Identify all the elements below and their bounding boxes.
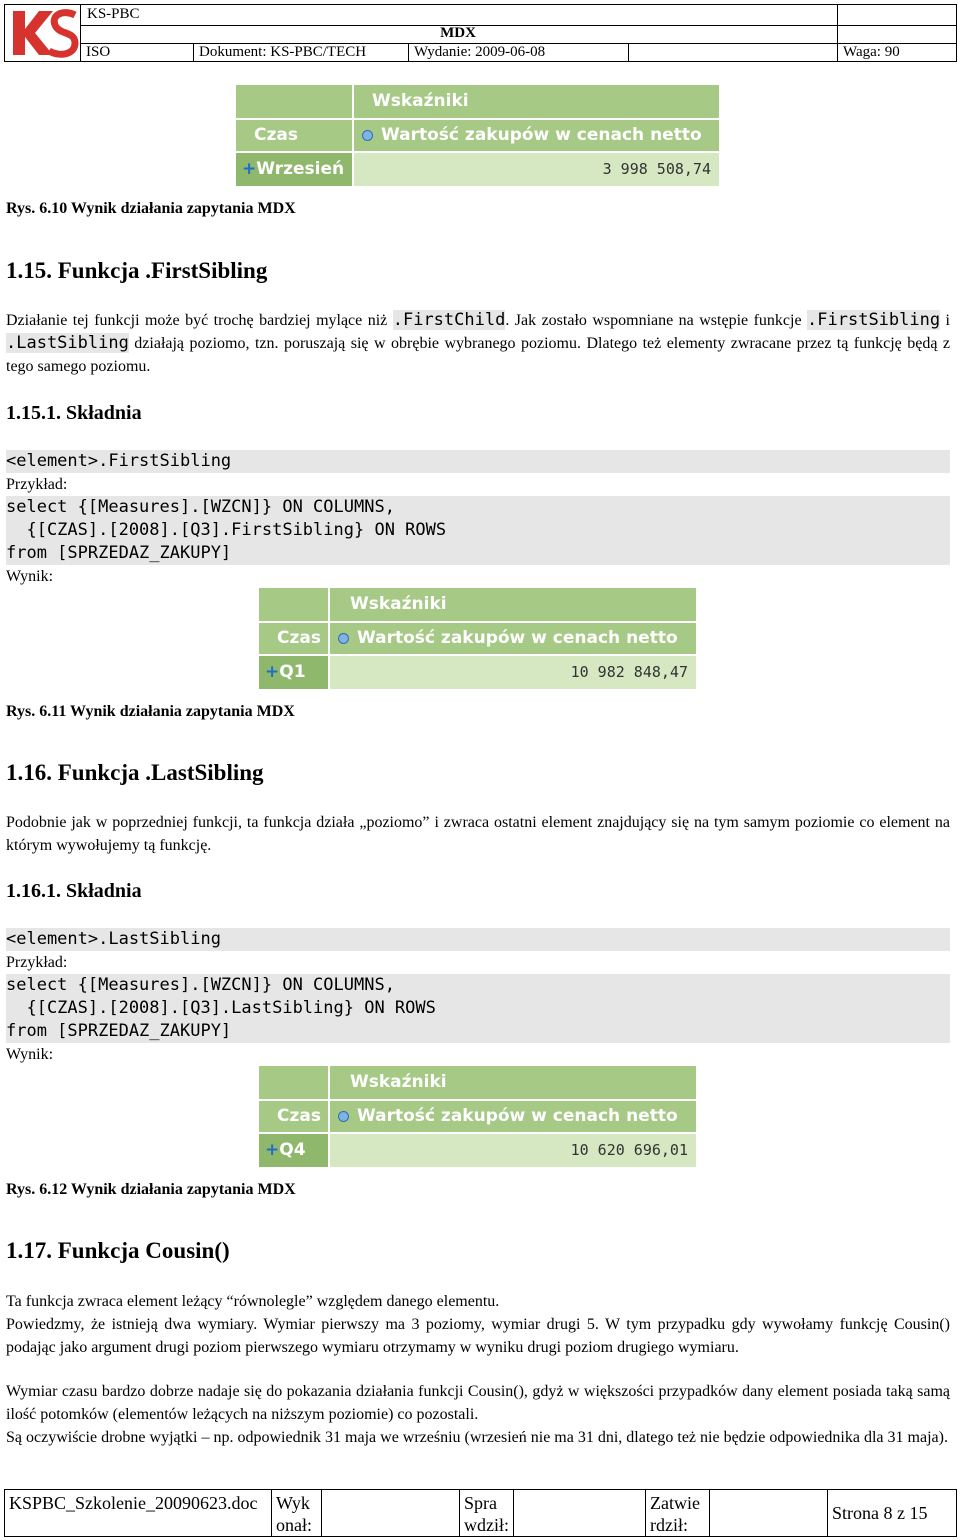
section-heading: 1.15. Funkcja .FirstSibling [6, 258, 268, 283]
figure-caption: Rys. 6.11 Wynik działania zapytania MDX [6, 703, 295, 720]
grid-row-header: Czas [236, 120, 352, 151]
company-name: KS-PBC [87, 6, 140, 22]
document-id: Dokument: KS-PBC/TECH [193, 43, 408, 61]
page-header [4, 4, 957, 62]
figure-caption: Rys. 6.10 Wynik działania zapytania MDX [6, 200, 296, 217]
grid-member[interactable]: +Q1 [259, 656, 328, 689]
expand-icon[interactable]: + [265, 662, 280, 682]
header-row-company [81, 5, 956, 26]
expand-icon[interactable]: + [265, 1140, 280, 1160]
section-heading: 1.17. Funkcja Cousin() [6, 1238, 230, 1263]
grid-measure[interactable]: Wartość zakupów w cenach netto [354, 120, 719, 151]
company-logo [5, 5, 81, 61]
syntax-code: <element>.FirstSibling [6, 450, 950, 473]
grid-value: 10 982 848,47 [330, 656, 696, 689]
result-grid-6-10 [236, 85, 719, 186]
subsection-heading: 1.16.1. Składnia [6, 880, 142, 902]
section-heading: 1.16. Funkcja .LastSibling [6, 760, 264, 785]
grid-col-header: Wskaźniki [354, 85, 719, 118]
paragraph: Są oczywiście drobne wyjątki – np. odpowiednik 31 maja we wrześniu (wrzesień nie ma 31 dni, dlatego też nie będzie odpowiednika dla 31 maja). [6, 1429, 948, 1446]
result-grid-6-12 [259, 1066, 696, 1167]
syntax-code: <element>.LastSibling [6, 928, 950, 951]
grid-measure[interactable]: Wartość zakupów w cenach netto [330, 623, 696, 654]
edition-date: Wydanie: 2009-06-08 [408, 43, 628, 61]
paragraph: Działanie tej funkcji może być trochę bardziej mylące niż .FirstChild. Jak zostało wspomniane na wstępie funkcje .FirstSibling i .LastSibling działają poziomo, tzn. poruszają się w obrębie wybranego poziomu. Dlatego też elementy zwracane przez tą funkcję będą z tego samego poziomu. [6, 310, 950, 375]
paragraph: Ta funkcja zwraca element leżący “równolegle” względem danego elementu. [6, 1293, 500, 1310]
example-label: Przykład: [6, 476, 68, 493]
result-label: Wynik: [6, 568, 54, 585]
page-footer [4, 1489, 957, 1537]
footer-made-by: Wykonał: [271, 1490, 321, 1536]
measure-icon [338, 633, 349, 644]
grid-member[interactable]: +Wrzesień [236, 153, 352, 186]
result-label: Wynik: [6, 1046, 54, 1063]
footer-checked-by: Sprawdził: [459, 1490, 513, 1536]
example-label: Przykład: [6, 954, 68, 971]
figure-caption: Rys. 6.12 Wynik działania zapytania MDX [6, 1181, 296, 1198]
grid-row-header: Czas [259, 623, 328, 654]
measure-icon [362, 130, 373, 141]
result-grid-6-11 [259, 588, 696, 689]
header-row-meta [81, 43, 956, 61]
footer-page-number: Strona 8 z 15 [827, 1490, 956, 1536]
grid-value: 10 620 696,01 [330, 1134, 696, 1167]
grid-measure[interactable]: Wartość zakupów w cenach netto [330, 1101, 696, 1132]
footer-approved-by: Zatwierdził: [645, 1490, 709, 1536]
paragraph: Powiedzmy, że istnieją dwa wymiary. Wymiar pierwszy ma 3 poziomy, wymiar drugi 5. W tym przypadku gdy wywołamy funkcję Cousin() podając jako argument drugi poziom pierwszego wymiaru otrzymamy w wyniku drugi poziom drugiego wymiaru. [6, 1316, 950, 1356]
paragraph: Podobnie jak w poprzedniej funkcji, ta funkcja działa „poziomo” i zwraca ostatni element znajdujący się na tym samym poziomie co element na którym wywołujemy tą funkcję. [6, 814, 950, 854]
weight-label: Waga: 90 [837, 43, 958, 61]
example-code: select {[Measures].[WZCN]} ON COLUMNS, {[CZAS].[2008].[Q3].LastSibling} ON ROWS from [SPRZEDAZ_ZAKUPY] [6, 974, 950, 1043]
header-row-title [81, 25, 956, 44]
subsection-heading: 1.15.1. Składnia [6, 402, 142, 424]
grid-row-header: Czas [259, 1101, 328, 1132]
footer-filename: KSPBC_Szkolenie_20090623.doc [9, 1493, 258, 1513]
example-code: select {[Measures].[WZCN]} ON COLUMNS, {[CZAS].[2008].[Q3].FirstSibling} ON ROWS from [SPRZEDAZ_ZAKUPY] [6, 496, 950, 565]
document-title: MDX [440, 25, 476, 41]
paragraph: Wymiar czasu bardzo dobrze nadaje się do pokazania działania funkcji Cousin(), gdyż w większości przypadków dany element posiada taką samą ilość potomków (elementów leżących na niższym poziomie) co pozostali. [6, 1383, 950, 1423]
measure-icon [338, 1111, 349, 1122]
expand-icon[interactable]: + [242, 159, 257, 179]
iso-label: ISO [86, 44, 111, 60]
grid-value: 3 998 508,74 [354, 153, 719, 186]
grid-col-header: Wskaźniki [330, 1066, 696, 1099]
grid-member[interactable]: +Q4 [259, 1134, 328, 1167]
grid-col-header: Wskaźniki [330, 588, 696, 621]
